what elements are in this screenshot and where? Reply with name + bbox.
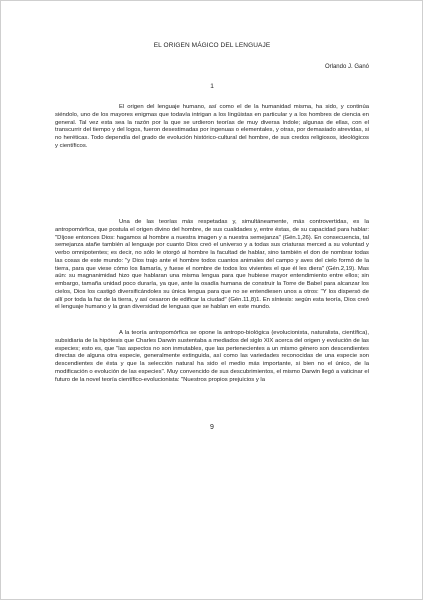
- section-number: 1: [210, 83, 214, 90]
- page-number: 9: [210, 424, 214, 431]
- document-author: Orlando J. Ganó: [324, 64, 369, 70]
- paragraph-2: Una de las teorías más respetadas y, simultáneamente, más controvertidas, es la antropomórfica, que postula el origen divino del hombre, de sus cualidades y, entre éstas, de su capacidad para hablar: "Díjose entonces Dios: hagamos al hombre a nuestra imagen y a nuestra semejanza" (Gén.1,26). En consecuencia, tal semejanza atañe también al lenguaje por cuanto Dios creó el universo y a todas sus criaturas merced a su voluntad y verbo omnipotentes; es decir, no sólo le otorgó al hombre la facultad de hablar, sino también el don de nombrar todas las cosas de este mundo: "y Dios trajo ante el hombre todos cuantos animales del campo y aves del cielo formó de la tierra, para que viese cómo los llamaría, y fuese el nombre de todos los vivientes el que él les diera" (Gén.2,19). Mas aún: su magnanimidad hizo que hablaran una misma lengua para que hubiese mayor entendimiento entre ellos; sin embargo, tamaña unidad poco duraría, ya que, ante la osadía humana de construir la Torre de Babel para alcanzar los cielos, Dios los castigó diversificándoles su única lengua para que no se entendiesen unos a otros: "Y los dispersó de allí por toda la faz de la tierra, y así cesaron de edificar la ciudad" (Gén.11,8)1. En síntesis: según esta teoría, Dios creó el lenguaje humano y la gran diversidad de lenguas que se hablan en este mundo.: [55, 219, 369, 311]
- paragraph-3: A la teoría antropomórfica se opone la antropo-biológica (evolucionista, naturalista, científica), subsidiaria de la hipótesis que Charles Darwin sustentaba a mediados del siglo XIX acerca del origen y evolución de las especies; esto es, que "las aspectos no son inmutables, que las pertenecientes a un mismo género son descendientes directas de alguna otra especie, generalmente extinguida, así como las variedades reconocidas de una especie son descendientes de ésta y que la selección natural ha sido el medio más importante, si bien no el único, de la modificación o evolución de las especies". Muy convencido de sus descubrimientos, el mismo Darwin llegó a vaticinar el futuro de la novel teoría científico-evolucionista: "Nuestros propios prejuicios y la: [55, 330, 369, 383]
- document-title: EL ORIGEN MÁGICO DEL LENGUAJE: [153, 42, 271, 49]
- paragraph-1: El origen del lenguaje humano, así como el de la humanidad misma, ha sido, y continúa siéndolo, uno de los mayores enigmas que todavía intrigan a los lingüistas en particular y a los hombres de ciencia en general. Tal vez esta sea la razón por la que se urdieron teorías de muy diversa índole; algunas de ellas, con el transcurrir del tiempo y del logos, fueron desestimadas por ingenuas o elementales, y otras, por demasiado atrevidas, si no heréticas. Todo dependía del grado de evolución histórico-cultural del hombre, de sus credos religiosos, ideológicos y científicos.: [55, 104, 369, 149]
- document-page: [55, 1, 369, 601]
